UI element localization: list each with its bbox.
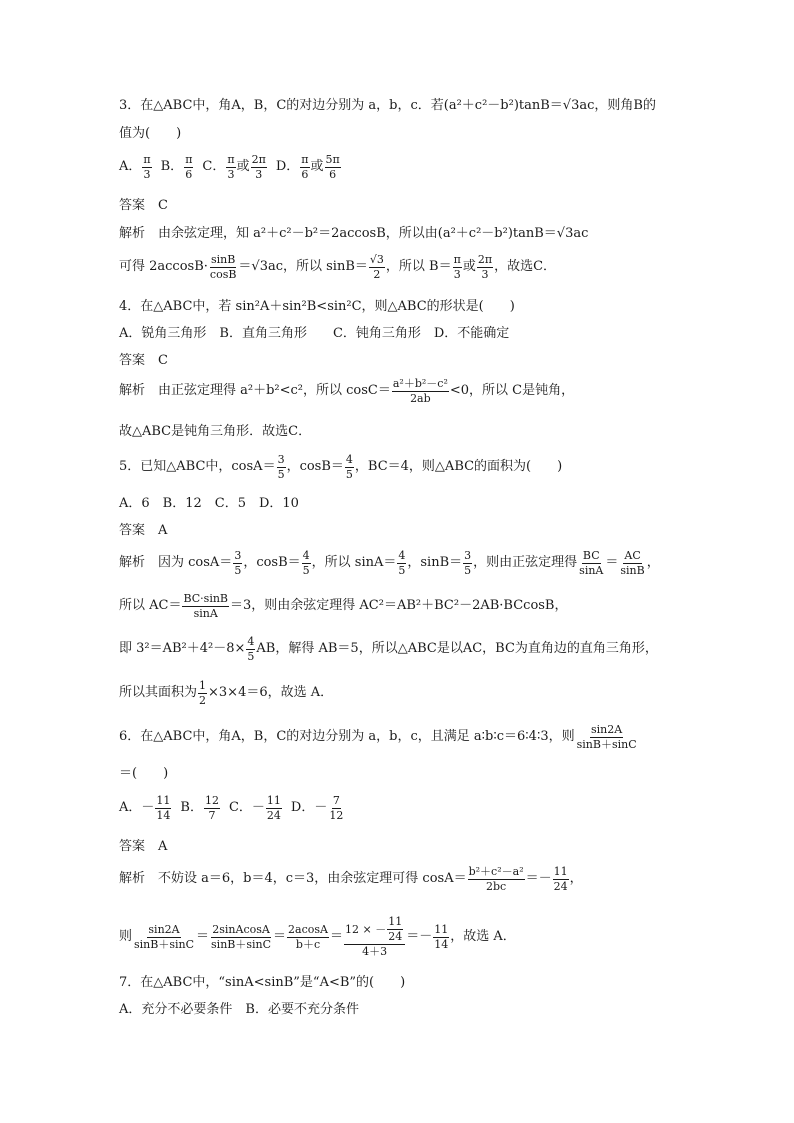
- q6-stem: [119, 724, 639, 751]
- q6-answer: [119, 840, 167, 854]
- q7-options: [119, 1003, 359, 1017]
- q6-opt-c-den: 24: [266, 809, 281, 823]
- q6-stem-a: 6．在△ABC中，角A，B，C的对边分别为 a，b，c，且满足 a∶b∶c＝6∶4∶3，则: [119, 729, 575, 745]
- q6-sol2-f2-den: sinB＋sinC: [211, 937, 272, 951]
- q6-sol2-f5-num: 11: [433, 924, 449, 938]
- q3-solution-line2: [119, 254, 556, 281]
- q5-sol4-b: ×3×4＝6，故选 A．: [208, 685, 334, 701]
- q6-opt-b-frac: [204, 795, 220, 822]
- q3-sol2-a: 可得 2accosB·: [119, 259, 208, 275]
- q5-options-text: A．6 B．12 C．5 D．10: [119, 496, 299, 511]
- q6-sol1-f1-den: 2bc: [486, 880, 507, 894]
- q5-stem-frac2: [345, 454, 354, 481]
- q3-sol2-f4-den: 3: [481, 268, 489, 282]
- q3-sol2-b: ＝√3ac，所以 sinB＝: [238, 259, 368, 275]
- q3-opt-a-label: A．: [119, 159, 142, 175]
- q5-sol1-f4-den: 5: [464, 564, 472, 578]
- q5-stem-b: ，cosB＝: [286, 459, 344, 475]
- q6-opt-a-label: A．－: [119, 800, 155, 816]
- q3-opt-b-num: π: [184, 154, 193, 168]
- q3-stem-text: 3．在△ABC中，角A，B，C的对边分别为 a，b，c．若(a²＋c²－b²)tanB＝√3ac，则角B的: [119, 98, 656, 113]
- q5-stem: [119, 454, 562, 481]
- q4-solution-line2: [119, 425, 311, 439]
- q6-opt-d-frac: [328, 795, 344, 822]
- q3-sol2-f2-den: 2: [373, 268, 381, 282]
- q7-options-text: A．充分不必要条件 B．必要不充分条件: [119, 1002, 359, 1017]
- q3-sol2-frac4: [477, 254, 493, 281]
- q6-sol1-frac1: [468, 866, 525, 893]
- q6-sol2-f2-num: 2sinAcosA: [211, 924, 271, 938]
- q5-sol1-g: ，: [646, 555, 660, 571]
- q6-sol2-f5-den: 14: [434, 937, 449, 951]
- q5-stem-c: ，BC＝4，则△ABC的面积为( ): [354, 459, 563, 475]
- q5-solution-line3: [119, 636, 658, 663]
- q6-opt-a-num: 11: [155, 795, 171, 809]
- q3-sol2-c: ，所以 B＝: [385, 259, 452, 275]
- q6-sol2-f4-nested-frac: [387, 916, 403, 943]
- q4-options: [119, 327, 509, 341]
- q5-sol1-f: ＝: [605, 555, 619, 571]
- q5-sol1-frac3: [397, 550, 406, 577]
- q3-opt-d-label: D．: [275, 159, 300, 175]
- q5-sol1-e: ，则由正弦定理得: [473, 555, 578, 571]
- q5-sol4-f-den: 2: [199, 694, 207, 708]
- q6-opt-b-num: 12: [204, 795, 220, 809]
- q5-solution-line4: [119, 680, 333, 707]
- q3-answer-text: 答案 C: [119, 198, 168, 213]
- q5-sol3-f-num: 4: [246, 636, 255, 650]
- q5-stem-f1-num: 3: [277, 454, 286, 468]
- q5-stem-f1-den: 5: [277, 468, 285, 482]
- q5-sol4-frac: [198, 680, 207, 707]
- q5-sol1-f6-num: AC: [623, 550, 641, 564]
- q5-solution-line1: [119, 550, 660, 577]
- q6-sol2-f1-den: sinB＋sinC: [134, 937, 195, 951]
- q5-sol1-f3-num: 4: [397, 550, 406, 564]
- q6-sol2-f4-nested-num: 11: [387, 916, 403, 930]
- q5-sol1-f5-num: BC: [582, 550, 601, 564]
- q5-sol3-a: 即 3²＝AB²＋4²－8×: [119, 641, 246, 657]
- q3-sol2-frac2: [369, 254, 385, 281]
- q5-sol1-c: ，所以 sinA＝: [311, 555, 397, 571]
- q4-sol1-f-den: 2ab: [410, 392, 431, 406]
- q5-sol1-f1-den: 5: [234, 564, 242, 578]
- q6-sol2-a: 则: [119, 928, 133, 944]
- q3-opt-d-frac2: [325, 154, 341, 181]
- q6-sol1-c: ，: [569, 871, 583, 887]
- q6-sol2-f3-num: 2acosA: [287, 924, 329, 938]
- q5-sol1-f6-den: sinB: [620, 564, 645, 578]
- q3-opt-c-label: C．: [202, 159, 226, 175]
- q3-opt-b-frac: [184, 154, 193, 181]
- q3-sol2-or: 或: [462, 259, 476, 275]
- q5-sol1-f4-num: 3: [463, 550, 472, 564]
- q3-opt-c-num1: π: [226, 154, 235, 168]
- q3-opt-b-label: B．: [160, 159, 184, 175]
- q5-sol3-frac: [246, 636, 255, 663]
- q3-opt-d-num2: 5π: [325, 154, 341, 168]
- q5-sol1-f3-den: 5: [398, 564, 406, 578]
- q6-stem-f-den: sinB＋sinC: [576, 738, 637, 752]
- q3-sol2-f3-num: π: [453, 254, 462, 268]
- q4-sol1-frac: [392, 378, 449, 405]
- q6-sol2-c: ＝: [273, 928, 287, 944]
- q6-sol2-f4-num: [344, 916, 405, 945]
- q5-sol2-a: 所以 AC＝: [119, 598, 182, 614]
- q3-opt-d-den1: 6: [301, 168, 309, 182]
- q3-sol2-frac1: [209, 254, 238, 281]
- q5-sol1-f5-den: sinA: [579, 564, 604, 578]
- q3-opt-d-den2: 6: [329, 168, 337, 182]
- q6-opt-c-num: 11: [266, 795, 282, 809]
- q3-opt-d-frac1: [300, 154, 309, 181]
- q6-sol2-f: ，故选 A．: [450, 928, 516, 944]
- q6-sol2-f4-den: 4＋3: [362, 945, 388, 959]
- q7-stem-text: 7．在△ABC中，“sinA<sinB”是“A<B”的( ): [119, 975, 406, 990]
- q5-sol1-d: ，sinB＝: [407, 555, 463, 571]
- q5-sol1-f2-den: 5: [302, 564, 310, 578]
- q3-opt-a-num: π: [142, 154, 151, 168]
- q6-sol2-frac2: [210, 924, 272, 951]
- q5-sol1-frac5: [578, 550, 604, 577]
- q5-sol1-frac1: [233, 550, 242, 577]
- q3-stem: [119, 99, 656, 113]
- q6-sol2-frac3: [287, 924, 329, 951]
- q3-opt-c-den2: 3: [255, 168, 263, 182]
- q4-sol1-a: 解析 由正弦定理得 a²＋b²<c²，所以 cosC＝: [119, 383, 391, 399]
- q5-sol3-b: AB，解得 AB＝5，所以△ABC是以AC，BC为直角边的直角三角形，: [256, 641, 658, 657]
- q5-sol4-a: 所以其面积为: [119, 685, 198, 701]
- q3-solution-line1: [119, 227, 588, 241]
- q3-opt-a-den: 3: [143, 168, 151, 182]
- q4-sol2-text: 故△ABC是钝角三角形．故选C．: [119, 424, 312, 439]
- q5-sol2-f-num: BC·sinB: [182, 593, 229, 607]
- q6-opt-a-frac: [155, 795, 171, 822]
- q6-answer-text: 答案 A: [119, 839, 168, 854]
- q6-opt-b-den: 7: [208, 809, 216, 823]
- q5-sol4-f-num: 1: [198, 680, 207, 694]
- q4-sol1-b: <0，所以 C是钝角，: [449, 383, 575, 399]
- q6-sol2-f1-num: sin2A: [147, 924, 180, 938]
- q5-sol1-frac6: [619, 550, 645, 577]
- q6-opt-c-frac: [266, 795, 282, 822]
- q4-stem-text: 4．在△ABC中，若 sin²A＋sin²B<sin²C，则△ABC的形状是( ): [119, 299, 515, 314]
- q6-opt-c-label: C．－: [228, 800, 265, 816]
- q6-sol2-d: ＝: [329, 928, 343, 944]
- q6-stem-line2: [119, 767, 168, 781]
- q4-options-text: A．锐角三角形 B．直角三角形 C．钝角三角形 D．不能确定: [119, 326, 510, 341]
- q3-opt-c-frac2: [251, 154, 267, 181]
- q5-sol2-frac: [182, 593, 229, 620]
- q5-sol1-frac2: [302, 550, 311, 577]
- q3-sol1-text: 解析 由余弦定理，知 a²＋c²－b²＝2accosB，所以由(a²＋c²－b²)tanB＝√3ac: [119, 226, 589, 241]
- q6-sol1-b: ＝－: [525, 871, 552, 887]
- q6-sol2-f4-num-text: 12 × －: [345, 922, 387, 936]
- q6-sol1-frac2: [553, 866, 569, 893]
- q6-solution-line1: [119, 866, 583, 893]
- q6-sol2-e: ＝－: [406, 928, 433, 944]
- q3-options: [119, 154, 342, 181]
- q5-sol1-frac4: [463, 550, 472, 577]
- q6-sol2-f3-den: b＋c: [295, 937, 321, 951]
- q6-sol1-a: 解析 不妨设 a＝6，b＝4，c＝3，由余弦定理可得 cosA＝: [119, 871, 467, 887]
- q6-sol1-f2-den: 24: [553, 880, 568, 894]
- q3-sol2-f1-num: sinB: [210, 254, 236, 268]
- q6-options: [119, 795, 345, 822]
- q5-sol2-b: ＝3，则由余弦定理得 AC²＝AB²＋BC²－2AB·BCcosB，: [230, 598, 568, 614]
- q6-opt-a-den: 14: [156, 809, 171, 823]
- q6-opt-d-den: 12: [329, 809, 344, 823]
- q3-sol2-f3-den: 3: [453, 268, 461, 282]
- q6-opt-b-label: B．: [180, 800, 203, 816]
- q5-stem-f2-den: 5: [345, 468, 353, 482]
- q6-sol1-f1-num: b²＋c²－a²: [468, 866, 525, 880]
- q4-sol1-f-num: a²＋b²－c²: [392, 378, 449, 392]
- q3-opt-d-or: 或: [310, 159, 324, 175]
- q6-sol2-frac4: [344, 916, 405, 958]
- q5-answer: [119, 524, 167, 538]
- q6-opt-d-num: 7: [332, 795, 341, 809]
- q4-answer-text: 答案 C: [119, 353, 168, 368]
- q3-stem-line2: [119, 127, 181, 141]
- q3-opt-c-den1: 3: [227, 168, 235, 182]
- q6-sol2-b: ＝: [196, 928, 210, 944]
- q5-sol2-f-den: sinA: [193, 607, 218, 621]
- q5-sol1-f1-num: 3: [233, 550, 242, 564]
- q3-sol2-frac3: [453, 254, 462, 281]
- q3-opt-b-den: 6: [185, 168, 193, 182]
- q6-sol2-frac1: [133, 924, 195, 951]
- q6-sol2-f4-nested-den: 24: [388, 930, 403, 944]
- q5-sol1-f2-num: 4: [302, 550, 311, 564]
- q3-sol2-f2-num: √3: [369, 254, 385, 268]
- q6-sol2-frac5: [433, 924, 449, 951]
- q6-stem-frac: [576, 724, 638, 751]
- q6-opt-d-label: D．－: [290, 800, 328, 816]
- q3-opt-c-num2: 2π: [251, 154, 267, 168]
- q5-answer-text: 答案 A: [119, 523, 168, 538]
- q5-stem-frac1: [277, 454, 286, 481]
- q5-sol3-f-den: 5: [247, 650, 255, 664]
- q6-stem-f-num: sin2A: [590, 724, 623, 738]
- q4-solution-line1: [119, 378, 574, 405]
- q3-sol2-f1-den: cosB: [209, 268, 237, 282]
- q7-stem: [119, 976, 405, 990]
- q5-solution-line2: [119, 593, 568, 620]
- q3-sol2-e: ，故选C．: [494, 259, 557, 275]
- q5-options: [119, 497, 299, 511]
- q5-stem-a: 5．已知△ABC中，cosA＝: [119, 459, 276, 475]
- q3-opt-c-or: 或: [236, 159, 250, 175]
- q6-stem2-text: ＝( ): [119, 766, 169, 781]
- q5-stem-f2-num: 4: [345, 454, 354, 468]
- q4-answer: [119, 354, 168, 368]
- q5-sol1-b: ，cosB＝: [243, 555, 301, 571]
- q3-stem2-text: 值为( ): [119, 126, 182, 141]
- q3-opt-c-frac1: [226, 154, 235, 181]
- q6-sol1-f2-num: 11: [553, 866, 569, 880]
- q5-sol1-a: 解析 因为 cosA＝: [119, 555, 233, 571]
- q3-answer: [119, 199, 168, 213]
- q3-sol2-f4-num: 2π: [477, 254, 493, 268]
- q4-stem: [119, 300, 515, 314]
- q6-solution-line2: [119, 916, 516, 958]
- q3-opt-a-frac: [142, 154, 151, 181]
- q3-opt-d-num1: π: [300, 154, 309, 168]
